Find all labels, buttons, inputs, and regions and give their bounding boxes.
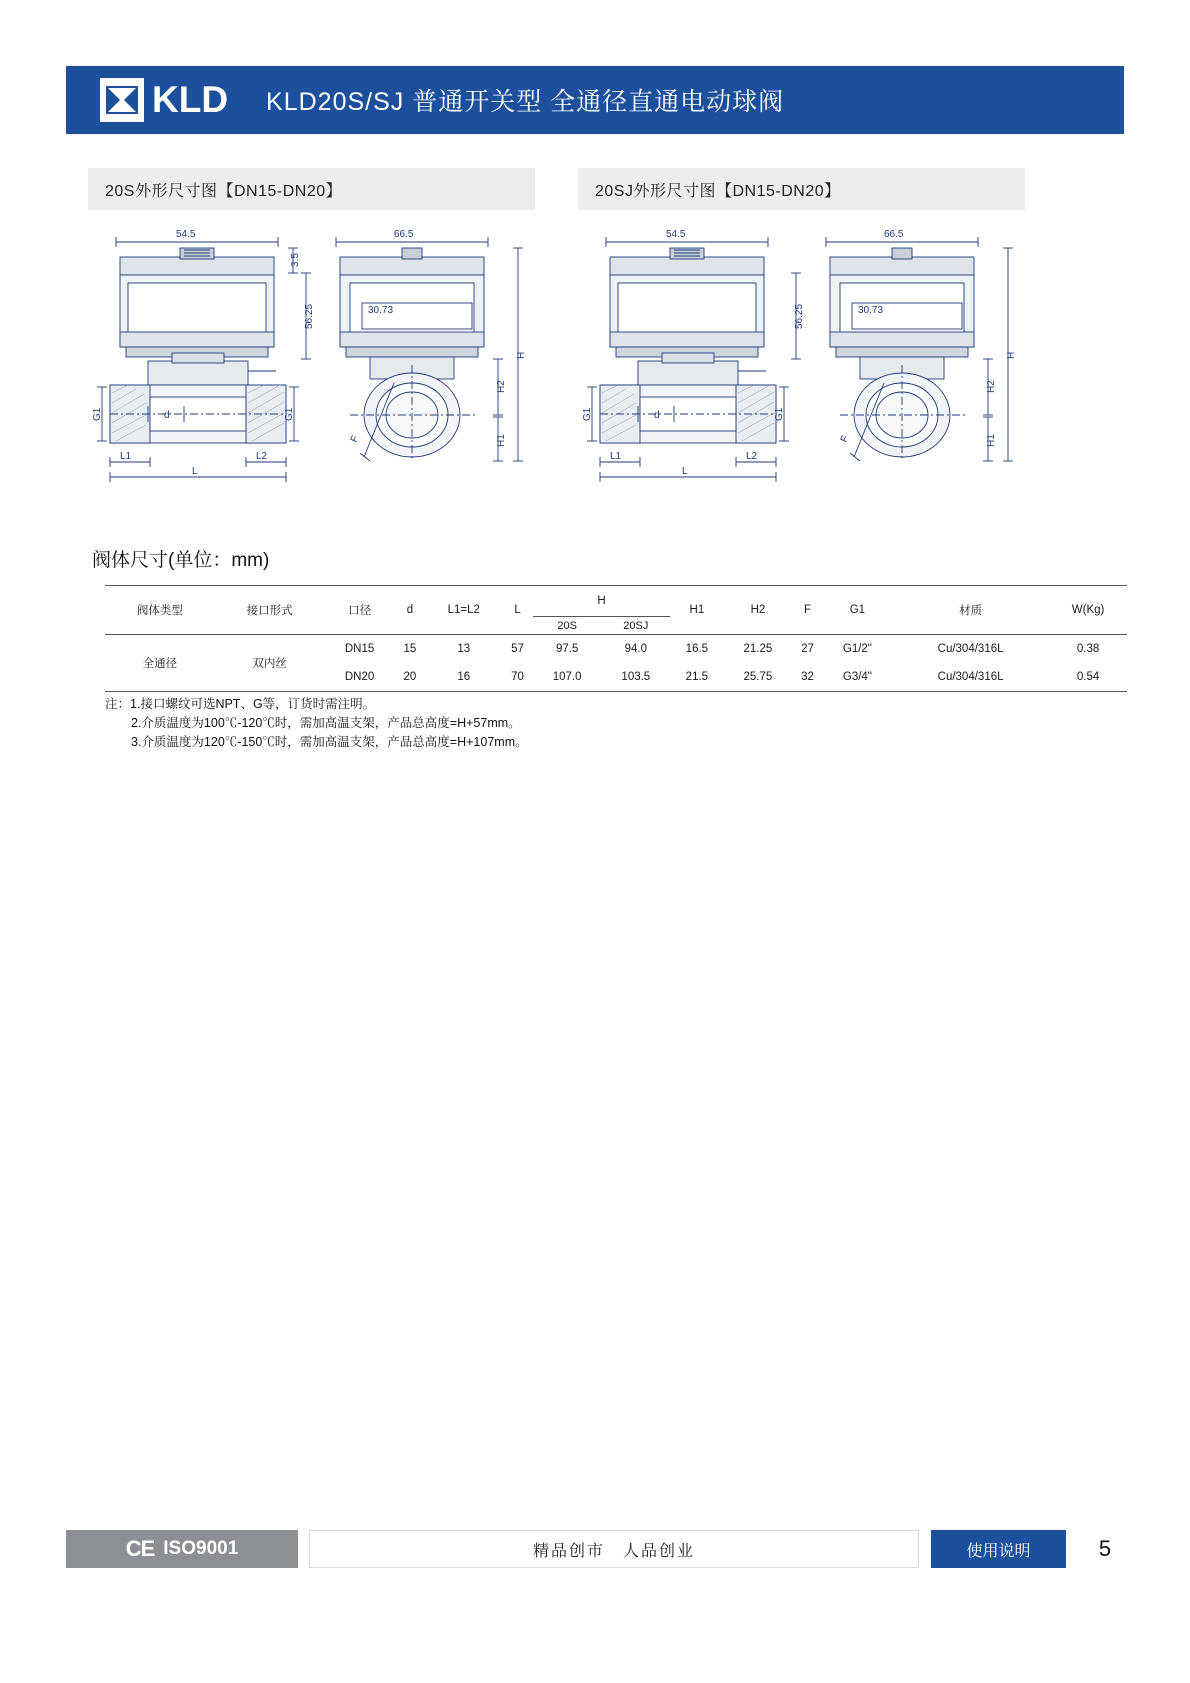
th-d: d	[406, 604, 414, 616]
svg-text:66.5: 66.5	[884, 229, 904, 240]
svg-text:F: F	[348, 434, 362, 445]
svg-text:H: H	[516, 351, 527, 359]
th-h2: H2	[750, 604, 766, 616]
svg-text:30.73: 30.73	[858, 305, 884, 316]
section-title-20sj: 20SJ外形尺寸图【DN15-DN20】	[595, 182, 841, 200]
th-bore: 口径	[348, 605, 372, 617]
th-f: F	[804, 604, 812, 616]
note-text-1: 1.接口螺纹可选NPT、G等，订货时需注明。	[130, 697, 376, 711]
note-line-2: 2.介质温度为100℃-120℃时，需加高温支架，产品总高度=H+57mm。	[131, 716, 521, 730]
svg-text:G1: G1	[774, 407, 785, 421]
svg-text:H2: H2	[986, 380, 997, 393]
svg-text:54.5: 54.5	[176, 229, 196, 240]
table-caption: 阀体尺寸(单位：mm)	[92, 550, 270, 571]
svg-text:L1: L1	[610, 451, 622, 462]
section-header-20sj	[578, 168, 1025, 210]
cell-l1l2: 13	[457, 643, 471, 655]
notes-label: 注：	[105, 697, 131, 711]
svg-text:G1: G1	[284, 407, 295, 421]
cell-h2: 21.25	[743, 643, 773, 655]
th-h-20s: 20S	[557, 619, 577, 632]
cell-g1: G3/4"	[842, 671, 872, 683]
th-h-group: H	[533, 586, 670, 617]
cell-f: 27	[801, 643, 814, 655]
cell-h1: 21.5	[685, 671, 709, 683]
th-material: 材质	[959, 605, 983, 617]
bowtie-logo-icon	[100, 78, 144, 122]
note-line-1	[105, 695, 528, 714]
section-title-20s: 20S外形尺寸图【DN15-DN20】	[105, 182, 343, 200]
ce-mark-icon: CE	[125, 1536, 155, 1561]
cell-f: 32	[801, 671, 814, 683]
th-type: 阀体类型	[136, 605, 183, 617]
cell-g1: G1/2"	[842, 643, 872, 655]
svg-text:H2: H2	[496, 380, 507, 393]
svg-text:L1: L1	[120, 451, 132, 462]
notes-block	[105, 695, 528, 752]
svg-text:66.5: 66.5	[394, 229, 414, 240]
svg-text:H1: H1	[986, 434, 997, 447]
cell-connection: 双内丝	[252, 658, 287, 670]
svg-text:H1: H1	[496, 434, 507, 447]
th-h1: H1	[689, 604, 705, 616]
svg-text:L2: L2	[746, 451, 758, 462]
brand-logo	[100, 78, 228, 122]
cell-weight: 0.38	[1076, 643, 1100, 655]
cell-weight: 0.54	[1076, 671, 1100, 683]
cell-material: Cu/304/316L	[937, 671, 1004, 683]
dimensions-table	[105, 585, 1127, 692]
th-l: L	[514, 604, 521, 616]
svg-text:G1: G1	[92, 407, 103, 421]
svg-text:54.5: 54.5	[666, 229, 686, 240]
cell-h-20sj: 103.5	[621, 671, 651, 683]
svg-text:G1: G1	[582, 407, 593, 421]
section-header-20s	[88, 168, 535, 210]
page-number: 5	[1098, 1536, 1112, 1561]
th-connection: 接口形式	[246, 605, 293, 617]
table-row	[105, 635, 1127, 664]
cell-bore: DN20	[344, 671, 375, 683]
drawing-20s	[88, 225, 535, 520]
cell-h-20s: 107.0	[552, 671, 582, 683]
svg-text:56.25: 56.25	[794, 303, 805, 329]
cell-d: 15	[403, 643, 417, 655]
cell-bore: DN15	[344, 643, 375, 655]
svg-text:56.25: 56.25	[304, 303, 315, 329]
cell-l: 57	[511, 643, 524, 655]
th-weight: W(Kg)	[1071, 604, 1105, 616]
svg-text:L: L	[192, 466, 198, 477]
page-footer	[66, 1530, 1124, 1568]
th-h-20sj: 20SJ	[623, 619, 649, 632]
th-l1l2: L1=L2	[447, 604, 480, 616]
th-g1: G1	[849, 604, 866, 616]
cell-type: 全通径	[142, 658, 178, 670]
drawing-20sj	[578, 225, 1025, 520]
svg-text:L: L	[682, 466, 688, 477]
svg-text:F: F	[838, 434, 852, 445]
cell-h-20s: 97.5	[555, 643, 579, 655]
certification-block	[66, 1530, 298, 1568]
svg-text:H: H	[1006, 351, 1017, 359]
cell-l1l2: 16	[457, 671, 471, 683]
cell-h2: 25.75	[743, 671, 773, 683]
footer-slogan: 精品创市 人品创业	[309, 1530, 919, 1568]
svg-text:3.5: 3.5	[290, 253, 301, 267]
cell-h-20sj: 94.0	[624, 643, 648, 655]
iso-label: ISO9001	[163, 1538, 239, 1559]
cell-l: 70	[511, 671, 524, 683]
note-line-3: 3.介质温度为120℃-150℃时，需加高温支架，产品总高度=H+107mm。	[131, 735, 528, 749]
page-header	[66, 66, 1124, 134]
cell-d: 20	[403, 671, 417, 683]
svg-text:30.73: 30.73	[368, 305, 394, 316]
svg-text:d: d	[654, 410, 660, 421]
cell-h1: 16.5	[685, 643, 709, 655]
page-title: KLD20S/SJ 普通开关型 全通径直通电动球阀	[266, 88, 785, 116]
logo-text: KLD	[152, 79, 229, 120]
svg-text:L2: L2	[256, 451, 268, 462]
svg-text:d: d	[164, 410, 170, 421]
manual-button[interactable]: 使用说明	[931, 1530, 1066, 1568]
cell-material: Cu/304/316L	[937, 643, 1004, 655]
